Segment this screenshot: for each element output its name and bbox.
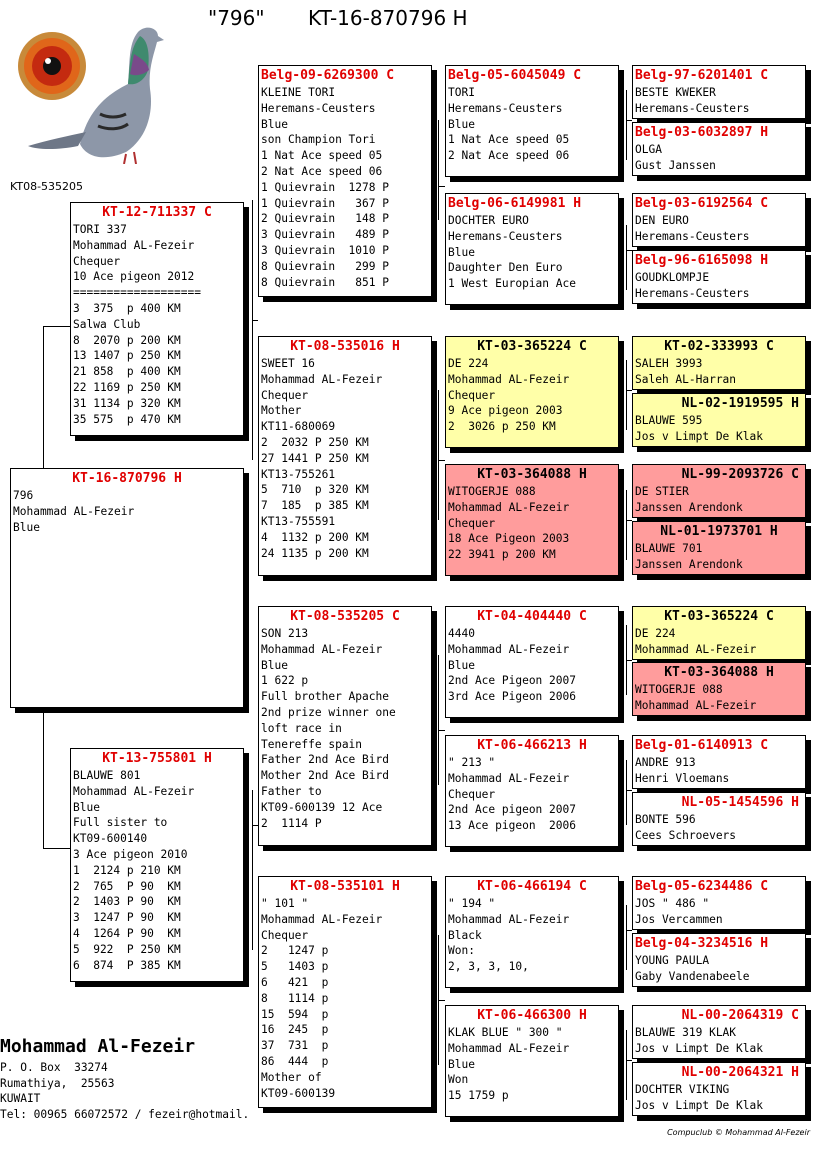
g-dd-line: Chequer <box>261 928 309 942</box>
ggp-line: Won <box>448 1073 469 1087</box>
gggp-ring: NL-99-2093726 C <box>681 467 799 482</box>
owner-address-line: P. O. Box 33274 <box>0 1061 108 1074</box>
gggp-line: BESTE KWEKER <box>635 86 716 99</box>
sire-line: 21 858 p 400 KM <box>73 365 181 379</box>
g-dd-line: 5 1403 p <box>261 960 329 974</box>
ggp-line: Chequer <box>448 388 496 402</box>
g-ds-line: Mother 2nd Ace Bird <box>261 769 389 783</box>
gggp-ring: Belg-03-6192564 C <box>635 196 769 211</box>
ggp-line: Blue <box>448 1057 475 1071</box>
gggp-line: DOCHTER VIKING <box>635 1083 730 1096</box>
gggp-11-box <box>632 735 806 789</box>
g-dd-line: 86 444 p <box>261 1054 329 1068</box>
gggp-line: Gaby Vandenabeele <box>635 969 750 983</box>
gggp-line: SALEH 3993 <box>635 357 703 370</box>
gggp-6-box <box>632 393 806 447</box>
gggp-3-box <box>632 193 806 247</box>
gggp-8-box <box>632 521 806 575</box>
sire-line: 31 1134 p 320 KM <box>73 396 181 410</box>
g-ds-line: Father 2nd Ace Bird <box>261 753 389 767</box>
ggp-line: 1 West Europian Ace <box>448 277 576 291</box>
g-ds-line: Father to <box>261 784 322 798</box>
ggp-line: Heremans-Ceusters <box>448 229 563 243</box>
gggp-16-box <box>632 1062 806 1116</box>
g-dd-line: 37 731 p <box>261 1039 329 1053</box>
g-ss-line: 3 Quievrain 489 P <box>261 228 389 242</box>
gggp-7-box <box>632 464 806 518</box>
gggp-ring: Belg-97-6201401 C <box>635 68 769 83</box>
gggp-line: DE 224 <box>635 627 676 640</box>
g-sd-line: KT11-680069 <box>261 420 336 434</box>
dam-ring: KT-13-755801 H <box>102 751 212 766</box>
granddam-paternal-ring: KT-08-535016 H <box>290 339 400 354</box>
gggp-13-box <box>632 876 806 930</box>
ggp-line: WITOGERJE 088 <box>448 485 536 498</box>
gggp-line: Mohammad AL-Fezeir <box>635 698 757 712</box>
gggp-ring: Belg-01-6140913 C <box>635 738 769 753</box>
g-ds-line: Tenereffe spain <box>261 737 363 751</box>
ggp-line: Mohammad AL-Fezeir <box>448 1041 570 1055</box>
subject-line: 796 <box>13 489 34 502</box>
gggp-line: Jos v Limpt De Klak <box>635 1041 763 1055</box>
ggp-ring: KT-03-365224 C <box>477 339 587 354</box>
ggp-line: 18 Ace Pigeon 2003 <box>448 532 570 546</box>
ggp-line: 2nd Ace pigeon 2007 <box>448 803 576 817</box>
gggp-ring: Belg-03-6032897 H <box>635 125 769 140</box>
ggp-8-box <box>445 1005 619 1117</box>
g-sd-line: 4 1132 p 200 KM <box>261 530 369 544</box>
ggp-ring: KT-03-364088 H <box>477 467 587 482</box>
g-ds-line: Full brother Apache <box>261 690 389 704</box>
sire-line: Salwa Club <box>73 317 141 331</box>
ggp-5-box <box>445 606 619 718</box>
subject-box <box>10 468 244 708</box>
gggp-line: Heremans-Ceusters <box>635 101 750 115</box>
g-ds-line: Blue <box>261 658 288 672</box>
g-dd-line: 2 1247 p <box>261 944 329 958</box>
gggp-ring: NL-00-2064319 C <box>681 1008 799 1023</box>
g-ss-line: 8 Quievrain 299 P <box>261 259 389 273</box>
g-ds-line: SON 213 <box>261 627 309 640</box>
gggp-line: Jos v Limpt De Klak <box>635 429 763 443</box>
subject-line: Mohammad AL-Fezeir <box>13 504 135 518</box>
gggp-line: DEN EURO <box>635 214 689 227</box>
ggp-line: Blue <box>448 658 475 672</box>
gggp-line: Saleh AL-Harran <box>635 372 737 386</box>
gggp-line: WITOGERJE 088 <box>635 683 723 696</box>
ggp-line: 1 Nat Ace speed 05 <box>448 133 570 147</box>
sire-line: 13 1407 p 250 KM <box>73 349 181 363</box>
gggp-line: Jos Vercammen <box>635 912 723 926</box>
g-ss-line: 8 Quievrain 851 P <box>261 275 389 289</box>
ggp-line: 13 Ace pigeon 2006 <box>448 819 576 833</box>
g-ss-line: 1 Quievrain 1278 P <box>261 180 389 194</box>
grandsire-maternal-box <box>258 606 432 846</box>
ggp-ring: Belg-05-6045049 C <box>448 68 582 83</box>
gggp-ring: NL-00-2064321 H <box>681 1065 799 1080</box>
dam-box <box>70 748 244 982</box>
sire-line: =================== <box>73 286 201 300</box>
sire-box <box>70 202 244 436</box>
gggp-line: Mohammad AL-Fezeir <box>635 642 757 656</box>
gggp-line: YOUNG PAULA <box>635 954 710 967</box>
g-sd-line: SWEET 16 <box>261 357 315 370</box>
g-dd-line: Mother of <box>261 1070 322 1084</box>
gggp-line: ANDRE 913 <box>635 756 696 769</box>
owner-contact <box>0 1060 249 1122</box>
owner-name: Mohammad Al-Fezeir <box>0 1036 196 1057</box>
dam-line: Mohammad AL-Fezeir <box>73 784 195 798</box>
sire-line: 22 1169 p 250 KM <box>73 380 181 394</box>
ggp-line: " 213 " <box>448 756 496 769</box>
sire-line: 35 575 p 470 KM <box>73 412 181 426</box>
g-dd-line: " 101 " <box>261 897 309 910</box>
ggp-line: 4440 <box>448 627 475 640</box>
gggp-line: Henri Vloemans <box>635 771 730 785</box>
grandsire-maternal-ring: KT-08-535205 C <box>290 609 400 624</box>
g-ds-line: 2 1114 P <box>261 816 322 830</box>
ggp-3-box <box>445 336 619 448</box>
g-sd-line: 2 2032 P 250 KM <box>261 435 369 449</box>
g-ds-line: 2nd prize winner one <box>261 705 396 719</box>
dam-line: Blue <box>73 800 100 814</box>
ggp-line: Mohammad AL-Fezeir <box>448 500 570 514</box>
sire-line: TORI 337 <box>73 223 127 236</box>
ggp-line: Won: <box>448 944 475 958</box>
gggp-10-box <box>632 662 806 716</box>
footer-credit: Compuclub © Mohammad Al-Fezeir <box>667 1128 810 1137</box>
owner-phone-email: Tel: 00965 66072572 / fezeir@hotmail. <box>0 1107 250 1121</box>
gggp-line: OLGA <box>635 143 662 156</box>
gggp-line: GOUDKLOMPJE <box>635 271 710 284</box>
dam-line: 2 765 P 90 KM <box>73 879 181 893</box>
owner-address-line: Rumathiya, 25563 <box>0 1076 115 1090</box>
gggp-line: BONTE 596 <box>635 813 696 826</box>
gggp-ring: KT-02-333993 C <box>664 339 774 354</box>
ggp-line: Mohammad AL-Fezeir <box>448 771 570 785</box>
ggp-line: DE 224 <box>448 357 489 370</box>
g-dd-line: 15 594 p <box>261 1007 329 1021</box>
g-sd-line: Chequer <box>261 388 309 402</box>
ggp-line: TORI <box>448 86 475 99</box>
ggp-6-box <box>445 735 619 847</box>
g-dd-line: 16 245 p <box>261 1023 329 1037</box>
gggp-ring: NL-05-1454596 H <box>681 795 799 810</box>
gggp-line: Gust Janssen <box>635 158 716 172</box>
ggp-line: DOCHTER EURO <box>448 214 529 227</box>
g-dd-line: KT09-600139 <box>261 1086 336 1100</box>
gggp-line: BLAUWE 701 <box>635 542 703 555</box>
gggp-ring: NL-01-1973701 H <box>660 524 778 539</box>
ggp-line: 2 3026 p 250 KM <box>448 420 556 434</box>
g-sd-line: 24 1135 p 200 KM <box>261 546 369 560</box>
gggp-line: BLAUWE 595 <box>635 414 703 427</box>
dam-line: 3 1247 P 90 KM <box>73 911 181 925</box>
ggp-line: 2, 3, 3, 10, <box>448 960 529 974</box>
gggp-14-box <box>632 933 806 987</box>
g-ds-line: Mohammad AL-Fezeir <box>261 642 383 656</box>
gggp-line: DE STIER <box>635 485 689 498</box>
g-ss-line: 2 Nat Ace speed 06 <box>261 164 383 178</box>
g-sd-line: KT13-755591 <box>261 514 336 528</box>
ggp-ring: KT-06-466213 H <box>477 738 587 753</box>
gggp-line: Heremans-Ceusters <box>635 286 750 300</box>
granddam-maternal-box <box>258 876 432 1108</box>
gggp-ring: NL-02-1919595 H <box>681 396 799 411</box>
g-dd-line: 6 421 p <box>261 975 329 989</box>
g-ss-line: 3 Quievrain 1010 P <box>261 243 389 257</box>
ggp-line: Mohammad AL-Fezeir <box>448 912 570 926</box>
gggp-ring: Belg-04-3234516 H <box>635 936 769 951</box>
g-sd-line: 7 185 p 385 KM <box>261 499 369 513</box>
g-ss-line: Blue <box>261 117 288 131</box>
sire-ring: KT-12-711337 C <box>102 205 212 220</box>
g-ss-line: 1 Nat Ace speed 05 <box>261 149 383 163</box>
subject-line: Blue <box>13 520 40 534</box>
gggp-12-box <box>632 792 806 846</box>
gggp-line: Cees Schroevers <box>635 828 737 842</box>
pigeon-name-title: "796" <box>208 6 265 30</box>
sire-line: Mohammad AL-Fezeir <box>73 238 195 252</box>
gggp-2-box <box>632 122 806 176</box>
ggp-ring: KT-06-466300 H <box>477 1008 587 1023</box>
ggp-line: Daughter Den Euro <box>448 261 563 275</box>
gggp-line: JOS " 486 " <box>635 897 710 910</box>
ggp-line: Mohammad AL-Fezeir <box>448 642 570 656</box>
dam-line: 1 2124 p 210 KM <box>73 863 181 877</box>
ggp-ring: KT-06-466194 C <box>477 879 587 894</box>
g-ss-line: 2 Quievrain 148 P <box>261 212 389 226</box>
ggp-line: 9 Ace pigeon 2003 <box>448 404 563 418</box>
gggp-line: Jos v Limpt De Klak <box>635 1098 763 1112</box>
sire-line: 3 375 p 400 KM <box>73 301 181 315</box>
dam-line: KT09-600140 <box>73 832 148 846</box>
dam-line: 5 922 P 250 KM <box>73 942 181 956</box>
g-dd-line: Mohammad AL-Fezeir <box>261 912 383 926</box>
ggp-line: 2nd Ace Pigeon 2007 <box>448 674 576 688</box>
pigeon-photo-image <box>8 14 168 164</box>
pigeon-ring-title: KT-16-870796 H <box>308 6 468 30</box>
ggp-line: Chequer <box>448 787 496 801</box>
gggp-line: BLAUWE 319 KLAK <box>635 1026 737 1039</box>
gggp-1-box <box>632 65 806 119</box>
g-ss-line: Heremans-Ceusters <box>261 101 376 115</box>
g-sd-line: 5 710 p 320 KM <box>261 483 369 497</box>
dam-line: Full sister to <box>73 816 168 830</box>
sire-line: 10 Ace pigeon 2012 <box>73 270 195 284</box>
g-ss-line: KLEINE TORI <box>261 86 336 99</box>
gggp-4-box <box>632 250 806 304</box>
gggp-ring: KT-03-365224 C <box>664 609 774 624</box>
gggp-ring: Belg-96-6165098 H <box>635 253 769 268</box>
ggp-2-box <box>445 193 619 305</box>
ggp-line: 2 Nat Ace speed 06 <box>448 149 570 163</box>
dam-line: 4 1264 P 90 KM <box>73 926 181 940</box>
sire-line: Chequer <box>73 254 121 268</box>
ggp-line: Black <box>448 928 482 942</box>
ggp-line: Blue <box>448 117 475 131</box>
gggp-line: Janssen Arendonk <box>635 557 743 571</box>
g-sd-line: KT13-755261 <box>261 467 336 481</box>
ggp-line: 3rd Ace Pigeon 2006 <box>448 690 576 704</box>
ggp-line: Mohammad AL-Fezeir <box>448 372 570 386</box>
ggp-line: KLAK BLUE " 300 " <box>448 1026 563 1039</box>
ggp-line: Heremans-Ceusters <box>448 101 563 115</box>
subject-ring: KT-16-870796 H <box>72 471 182 486</box>
ggp-line: 22 3941 p 200 KM <box>448 548 556 562</box>
gggp-ring: KT-03-364088 H <box>664 665 774 680</box>
granddam-paternal-box <box>258 336 432 576</box>
g-ds-line: loft race in <box>261 721 342 735</box>
ggp-line: Blue <box>448 245 475 259</box>
dam-line: 2 1403 P 90 KM <box>73 895 181 909</box>
owner-address-line: KUWAIT <box>0 1092 41 1105</box>
ggp-line: Chequer <box>448 516 496 530</box>
granddam-maternal-ring: KT-08-535101 H <box>290 879 400 894</box>
g-ss-line: 1 Quievrain 367 P <box>261 196 389 210</box>
ggp-line: 15 1759 p <box>448 1089 509 1103</box>
dam-line: 3 Ace pigeon 2010 <box>73 847 188 861</box>
grandsire-paternal-ring: Belg-09-6269300 C <box>261 68 395 83</box>
gggp-15-box <box>632 1005 806 1059</box>
g-ds-line: KT09-600139 12 Ace <box>261 800 383 814</box>
sire-line: 8 2070 p 200 KM <box>73 333 181 347</box>
g-sd-line: Mother <box>261 404 302 418</box>
g-ss-line: son Champion Tori <box>261 133 376 147</box>
ggp-line: " 194 " <box>448 897 496 910</box>
photo-caption: KT08-535205 <box>10 180 84 193</box>
g-sd-line: 27 1441 P 250 KM <box>261 451 369 465</box>
gggp-9-box <box>632 606 806 660</box>
gggp-5-box <box>632 336 806 390</box>
ggp-ring: Belg-06-6149981 H <box>448 196 582 211</box>
g-ds-line: 1 622 p <box>261 674 309 688</box>
gggp-ring: Belg-05-6234486 C <box>635 879 769 894</box>
ggp-1-box <box>445 65 619 177</box>
gggp-line: Janssen Arendonk <box>635 500 743 514</box>
ggp-ring: KT-04-404440 C <box>477 609 587 624</box>
gggp-line: Heremans-Ceusters <box>635 229 750 243</box>
g-dd-line: 8 1114 p <box>261 991 329 1005</box>
grandsire-paternal-box <box>258 65 432 297</box>
ggp-7-box <box>445 876 619 988</box>
g-sd-line: Mohammad AL-Fezeir <box>261 372 383 386</box>
dam-line: BLAUWE 801 <box>73 769 141 782</box>
dam-line: 6 874 P 385 KM <box>73 958 181 972</box>
ggp-4-box <box>445 464 619 576</box>
